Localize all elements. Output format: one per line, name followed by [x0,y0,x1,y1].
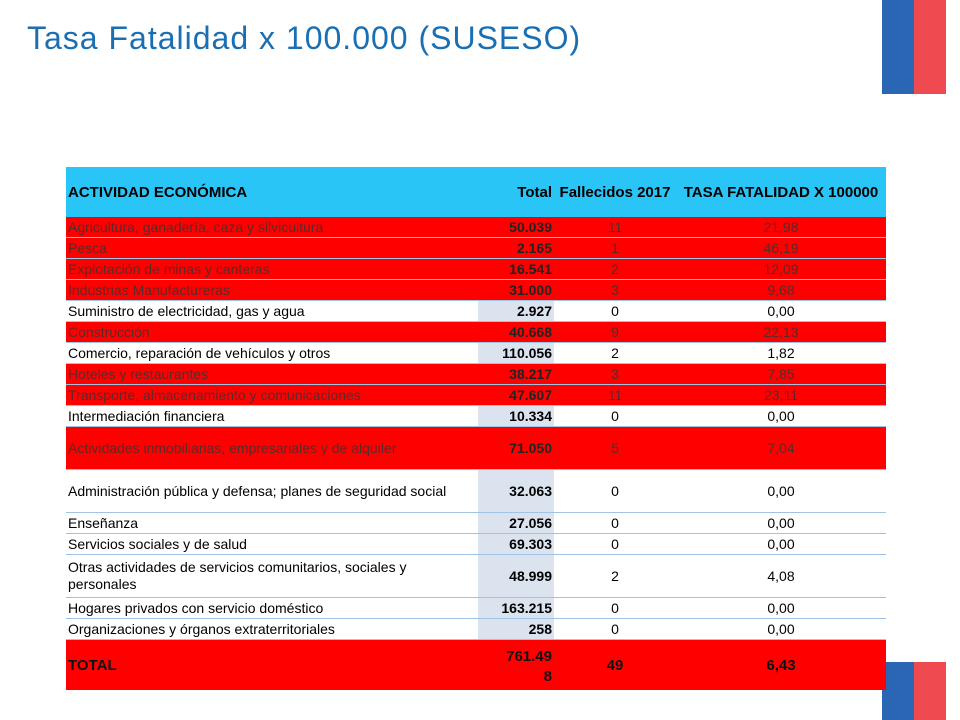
cell-tasa: 0,00 [676,534,886,555]
cell-total: 10.334 [478,406,554,427]
cell-fallecidos: 5 [554,427,676,470]
flag-blue-stripe [882,662,914,720]
cell-actividad: Explotación de minas y canteras [66,259,478,280]
table-row [66,534,886,555]
cell-fallecidos: 0 [554,470,676,513]
cell-fallecidos: 0 [554,619,676,640]
table-row [66,343,886,364]
table-row [66,513,886,534]
cell-total: 27.056 [478,513,554,534]
table-row [66,427,886,470]
cell-actividad: Comercio, reparación de vehículos y otros [66,343,478,364]
cell-fallecidos: 0 [554,406,676,427]
table-row [66,555,886,598]
cell-fallecidos: 11 [554,217,676,238]
table-row [66,322,886,343]
cell-fallecidos: 2 [554,343,676,364]
flag-red-stripe [914,662,946,720]
table-header-row [66,167,886,217]
total-fallecidos: 49 [554,640,676,691]
cell-fallecidos: 0 [554,534,676,555]
table-row [66,259,886,280]
cell-tasa: 23,11 [676,385,886,406]
table-row [66,470,886,513]
cell-tasa: 0,00 [676,470,886,513]
cell-tasa: 46,19 [676,238,886,259]
total-tasa: 6,43 [676,640,886,691]
cell-total: 2.165 [478,238,554,259]
cell-fallecidos: 3 [554,280,676,301]
cell-actividad: Pesca [66,238,478,259]
cell-actividad: Construcción [66,322,478,343]
flag-decoration-bottom [882,662,914,720]
cell-tasa: 12,09 [676,259,886,280]
flag-red-stripe [914,0,946,94]
cell-total: 110.056 [478,343,554,364]
cell-actividad: Administración pública y defensa; planes de seguridad social [66,470,478,513]
cell-tasa: 0,00 [676,513,886,534]
flag-blue-stripe [882,0,914,94]
cell-total: 32.063 [478,470,554,513]
table-row [66,598,886,619]
table-row [66,364,886,385]
table-row [66,385,886,406]
table-row [66,406,886,427]
table-total-row [66,640,886,691]
cell-fallecidos: 2 [554,259,676,280]
cell-total: 163.215 [478,598,554,619]
cell-tasa: 0,00 [676,301,886,322]
cell-tasa: 7,04 [676,427,886,470]
cell-actividad: Hoteles y restaurantes [66,364,478,385]
cell-tasa: 22,13 [676,322,886,343]
cell-total: 48.999 [478,555,554,598]
table-row [66,301,886,322]
table-row [66,238,886,259]
col-header-total: Total [478,167,554,217]
cell-actividad: Agricultura, ganadería, caza y silvicultura [66,217,478,238]
flag-decoration-top [882,0,914,94]
cell-total: 50.039 [478,217,554,238]
cell-fallecidos: 0 [554,513,676,534]
cell-fallecidos: 11 [554,385,676,406]
cell-tasa: 0,00 [676,598,886,619]
table-row [66,619,886,640]
cell-total: 38.217 [478,364,554,385]
cell-total: 2.927 [478,301,554,322]
cell-actividad: Servicios sociales y de salud [66,534,478,555]
cell-actividad: Hogares privados con servicio doméstico [66,598,478,619]
cell-tasa: 4,08 [676,555,886,598]
cell-actividad: Actividades inmobiliarias, empresariales y de alquiler [66,427,478,470]
cell-fallecidos: 3 [554,364,676,385]
cell-total: 69.303 [478,534,554,555]
fatality-table [66,167,886,690]
cell-total: 258 [478,619,554,640]
cell-actividad: Transporte, almacenamiento y comunicaciones [66,385,478,406]
cell-tasa: 1,82 [676,343,886,364]
cell-actividad: Suministro de electricidad, gas y agua [66,301,478,322]
table-row [66,280,886,301]
col-header-tasa: TASA FATALIDAD X 100000 [676,167,886,217]
page-title: Tasa Fatalidad x 100.000 (SUSESO) [27,20,582,56]
cell-total: 31.000 [478,280,554,301]
cell-fallecidos: 0 [554,598,676,619]
cell-tasa: 21,98 [676,217,886,238]
cell-total: 16.541 [478,259,554,280]
cell-tasa: 7,85 [676,364,886,385]
cell-actividad: Otras actividades de servicios comunitarios, sociales y personales [66,555,478,598]
cell-actividad: Organizaciones y órganos extraterritoriales [66,619,478,640]
table-row [66,217,886,238]
col-header-fallecidos: Fallecidos 2017 [554,167,676,217]
cell-fallecidos: 2 [554,555,676,598]
cell-tasa: 9,68 [676,280,886,301]
total-value: 761.49 8 [478,640,554,691]
cell-total: 40.668 [478,322,554,343]
cell-tasa: 0,00 [676,406,886,427]
cell-fallecidos: 9 [554,322,676,343]
cell-actividad: Enseñanza [66,513,478,534]
cell-actividad: Industrias Manufactureras [66,280,478,301]
cell-total: 47.607 [478,385,554,406]
col-header-actividad: ACTIVIDAD ECONÓMICA [66,167,478,217]
cell-fallecidos: 0 [554,301,676,322]
cell-fallecidos: 1 [554,238,676,259]
cell-tasa: 0,00 [676,619,886,640]
total-label: TOTAL [66,640,478,691]
cell-total: 71.050 [478,427,554,470]
cell-actividad: Intermediación financiera [66,406,478,427]
